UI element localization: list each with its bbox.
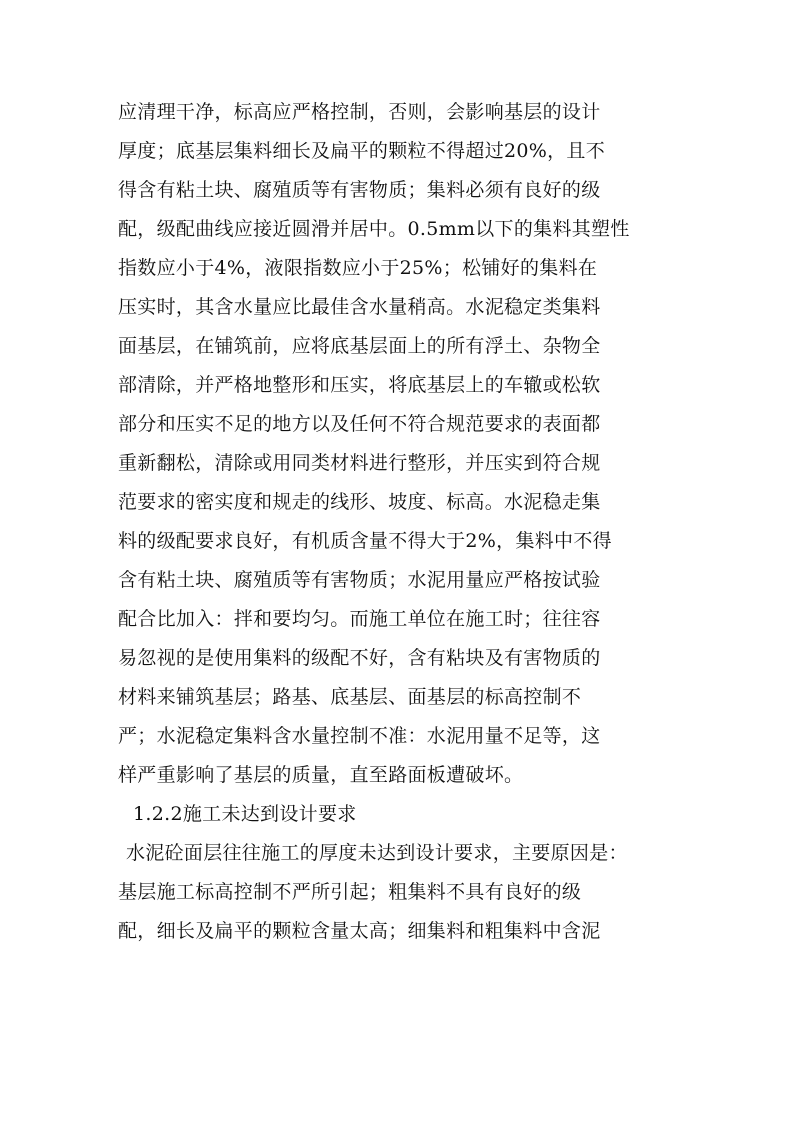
text-line: 重新翻松，清除或用同类材料进行整形，并压实到符合规 xyxy=(118,452,601,474)
text-line: 部清除，并严格地整形和压实，将底基层上的车辙或松软 xyxy=(118,374,601,396)
text-line: 指数应小于4%，液限指数应小于25%；松铺好的集料在 xyxy=(118,257,598,279)
text-line: 水泥砼面层往往施工的厚度未达到设计要求，主要原因是： xyxy=(126,842,628,864)
text-line: 面基层，在铺筑前，应将底基层面上的所有浮土、杂物全 xyxy=(118,335,601,357)
text-line: 配，级配曲线应接近圆滑并居中。0.5mm以下的集料其塑性 xyxy=(118,218,630,240)
text-line: 配，细长及扁平的颗粒含量太高；细集料和粗集料中含泥 xyxy=(118,920,601,942)
text-line: 配合比加入：拌和要均匀。而施工单位在施工时；往往容 xyxy=(118,608,601,630)
text-line: 得含有粘土块、腐殖质等有害物质；集料必须有良好的级 xyxy=(118,179,601,201)
text-line: 样严重影响了基层的质量，直至路面板遭破坏。 xyxy=(118,764,524,786)
text-line: 部分和压实不足的地方以及任何不符合规范要求的表面都 xyxy=(118,413,601,435)
text-line: 易忽视的是使用集料的级配不好，含有粘块及有害物质的 xyxy=(118,647,601,669)
text-line: 材料来铺筑基层；路基、底基层、面基层的标高控制不 xyxy=(118,686,582,708)
section-heading: 1.2.2施工未达到设计要求 xyxy=(133,803,357,825)
text-line: 应清理干净，标高应严格控制，否则，会影响基层的设计 xyxy=(118,101,601,123)
text-line: 范要求的密实度和规走的线形、坡度、标高。水泥稳走集 xyxy=(118,491,601,513)
text-line: 压实时，其含水量应比最佳含水量稍高。水泥稳定类集料 xyxy=(118,296,601,318)
text-line: 料的级配要求良好，有机质含量不得大于2%，集料中不得 xyxy=(118,530,612,552)
text-line: 含有粘土块、腐殖质等有害物质；水泥用量应严格按试验 xyxy=(118,569,601,591)
text-line: 严；水泥稳定集料含水量控制不准：水泥用量不足等，这 xyxy=(118,725,601,747)
text-line: 基层施工标高控制不严所引起；粗集料不具有良好的级 xyxy=(118,881,582,903)
text-line: 厚度；底基层集料细长及扁平的颗粒不得超过20%，且不 xyxy=(118,140,606,162)
